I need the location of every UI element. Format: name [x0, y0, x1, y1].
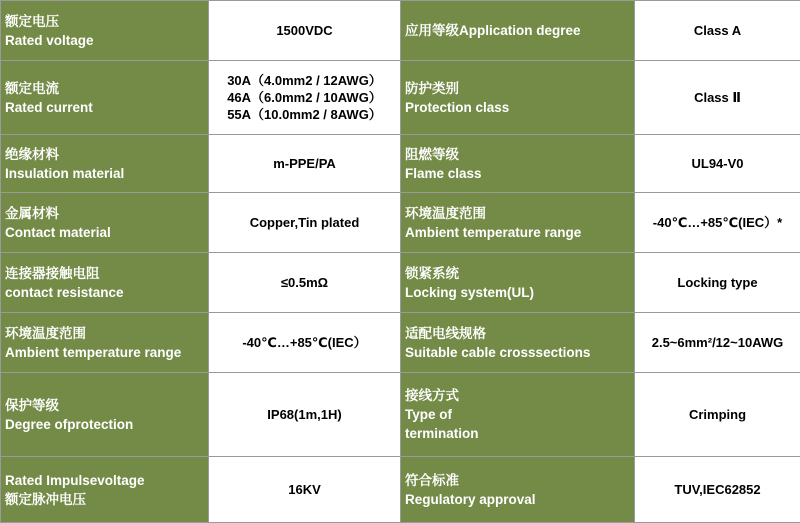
value-line: 46A（6.0mm2 / 10AWG）	[213, 89, 396, 106]
label-cn: 额定电流	[5, 79, 204, 98]
value-line: 2.5~6mm²/12~10AWG	[639, 334, 796, 351]
insulation-material-label	[1, 135, 209, 193]
value-line: Crimping	[639, 406, 796, 423]
label-en: Protection class	[405, 98, 630, 117]
label-cn: 连接器接触电阻	[5, 264, 204, 283]
rated-voltage-label	[1, 1, 209, 61]
value-line: Class A	[639, 22, 796, 39]
value-line: Copper,Tin plated	[213, 214, 396, 231]
impulse-voltage-label	[1, 457, 209, 523]
value-line: ≤0.5mΩ	[213, 274, 396, 291]
label-cn: 保护等级	[5, 396, 204, 415]
rated-current-value	[209, 61, 401, 135]
rated-current-label	[1, 61, 209, 135]
locking-system-label	[401, 253, 635, 313]
label-cn: 符合标准	[405, 471, 630, 490]
cable-crosssections-label	[401, 313, 635, 373]
label-en: Rated Impulsevoltage	[5, 471, 204, 490]
label-en: Degree ofprotection	[5, 415, 204, 434]
spec-row	[1, 253, 800, 313]
ambient-temperature-label	[1, 313, 209, 373]
regulatory-approval-label	[401, 457, 635, 523]
label-cn: 接线方式	[405, 386, 630, 405]
label-en: Rated voltage	[5, 31, 204, 50]
label-en: Ambient temperature range	[405, 223, 630, 242]
degree-of-protection-value	[209, 373, 401, 457]
label-en: Regulatory approval	[405, 490, 630, 509]
label-en: Type of	[405, 405, 630, 424]
value-line: 16KV	[213, 481, 396, 498]
value-line: -40℃…+85℃(IEC）*	[639, 214, 796, 231]
label-cn: 锁紧系统	[405, 264, 630, 283]
contact-resistance-value	[209, 253, 401, 313]
value-line: UL94-V0	[639, 155, 796, 172]
label-en: termination	[405, 424, 630, 443]
label-en: Insulation material	[5, 164, 204, 183]
label-cn: 阻燃等级	[405, 145, 630, 164]
value-line: m-PPE/PA	[213, 155, 396, 172]
spec-row	[1, 135, 800, 193]
spec-row	[1, 457, 800, 523]
label-cn: 金属材料	[5, 204, 204, 223]
value-line: TUV,IEC62852	[639, 481, 796, 498]
spec-row	[1, 373, 800, 457]
ambient-temperature-value	[635, 193, 800, 253]
value-line: Class Ⅱ	[639, 89, 796, 106]
label-cn: 额定电压	[5, 12, 204, 31]
application-degree-label	[401, 1, 635, 61]
label-cn: 环境温度范围	[5, 324, 204, 343]
termination-type-value	[635, 373, 800, 457]
locking-system-value	[635, 253, 800, 313]
label-en: contact resistance	[5, 283, 204, 302]
label-cn: 适配电线规格	[405, 324, 630, 343]
termination-type-label	[401, 373, 635, 457]
degree-of-protection-label	[1, 373, 209, 457]
value-line: 55A（10.0mm2 / 8AWG）	[213, 106, 396, 123]
spec-row	[1, 61, 800, 135]
protection-class-value	[635, 61, 800, 135]
label-cn: 防护类别	[405, 79, 630, 98]
ambient-temperature-value	[209, 313, 401, 373]
application-degree-value	[635, 1, 800, 61]
contact-material-label	[1, 193, 209, 253]
spec-row	[1, 1, 800, 61]
label-cn: 绝缘材料	[5, 145, 204, 164]
value-line: IP68(1m,1H)	[213, 406, 396, 423]
contact-material-value	[209, 193, 401, 253]
flame-class-label	[401, 135, 635, 193]
label-en: Ambient temperature range	[5, 343, 204, 362]
spec-row	[1, 313, 800, 373]
label-en: Rated current	[5, 98, 204, 117]
value-line: 30A（4.0mm2 / 12AWG）	[213, 72, 396, 89]
impulse-voltage-value	[209, 457, 401, 523]
contact-resistance-label	[1, 253, 209, 313]
protection-class-label	[401, 61, 635, 135]
label-en: Contact material	[5, 223, 204, 242]
rated-voltage-value	[209, 1, 401, 61]
label-cn: 额定脉冲电压	[5, 490, 204, 509]
ambient-temperature-label	[401, 193, 635, 253]
flame-class-value	[635, 135, 800, 193]
regulatory-approval-value	[635, 457, 800, 523]
label-cn: 环境温度范围	[405, 204, 630, 223]
label-en: Locking system(UL)	[405, 283, 630, 302]
value-line: Locking type	[639, 274, 796, 291]
spec-row	[1, 193, 800, 253]
value-line: -40℃…+85℃(IEC）	[213, 334, 396, 351]
cable-crosssections-value	[635, 313, 800, 373]
insulation-material-value	[209, 135, 401, 193]
label-en: Flame class	[405, 164, 630, 183]
label-en: Suitable cable crosssections	[405, 343, 630, 362]
label-line: 应用等级Application degree	[405, 21, 630, 40]
value-line: 1500VDC	[213, 22, 396, 39]
